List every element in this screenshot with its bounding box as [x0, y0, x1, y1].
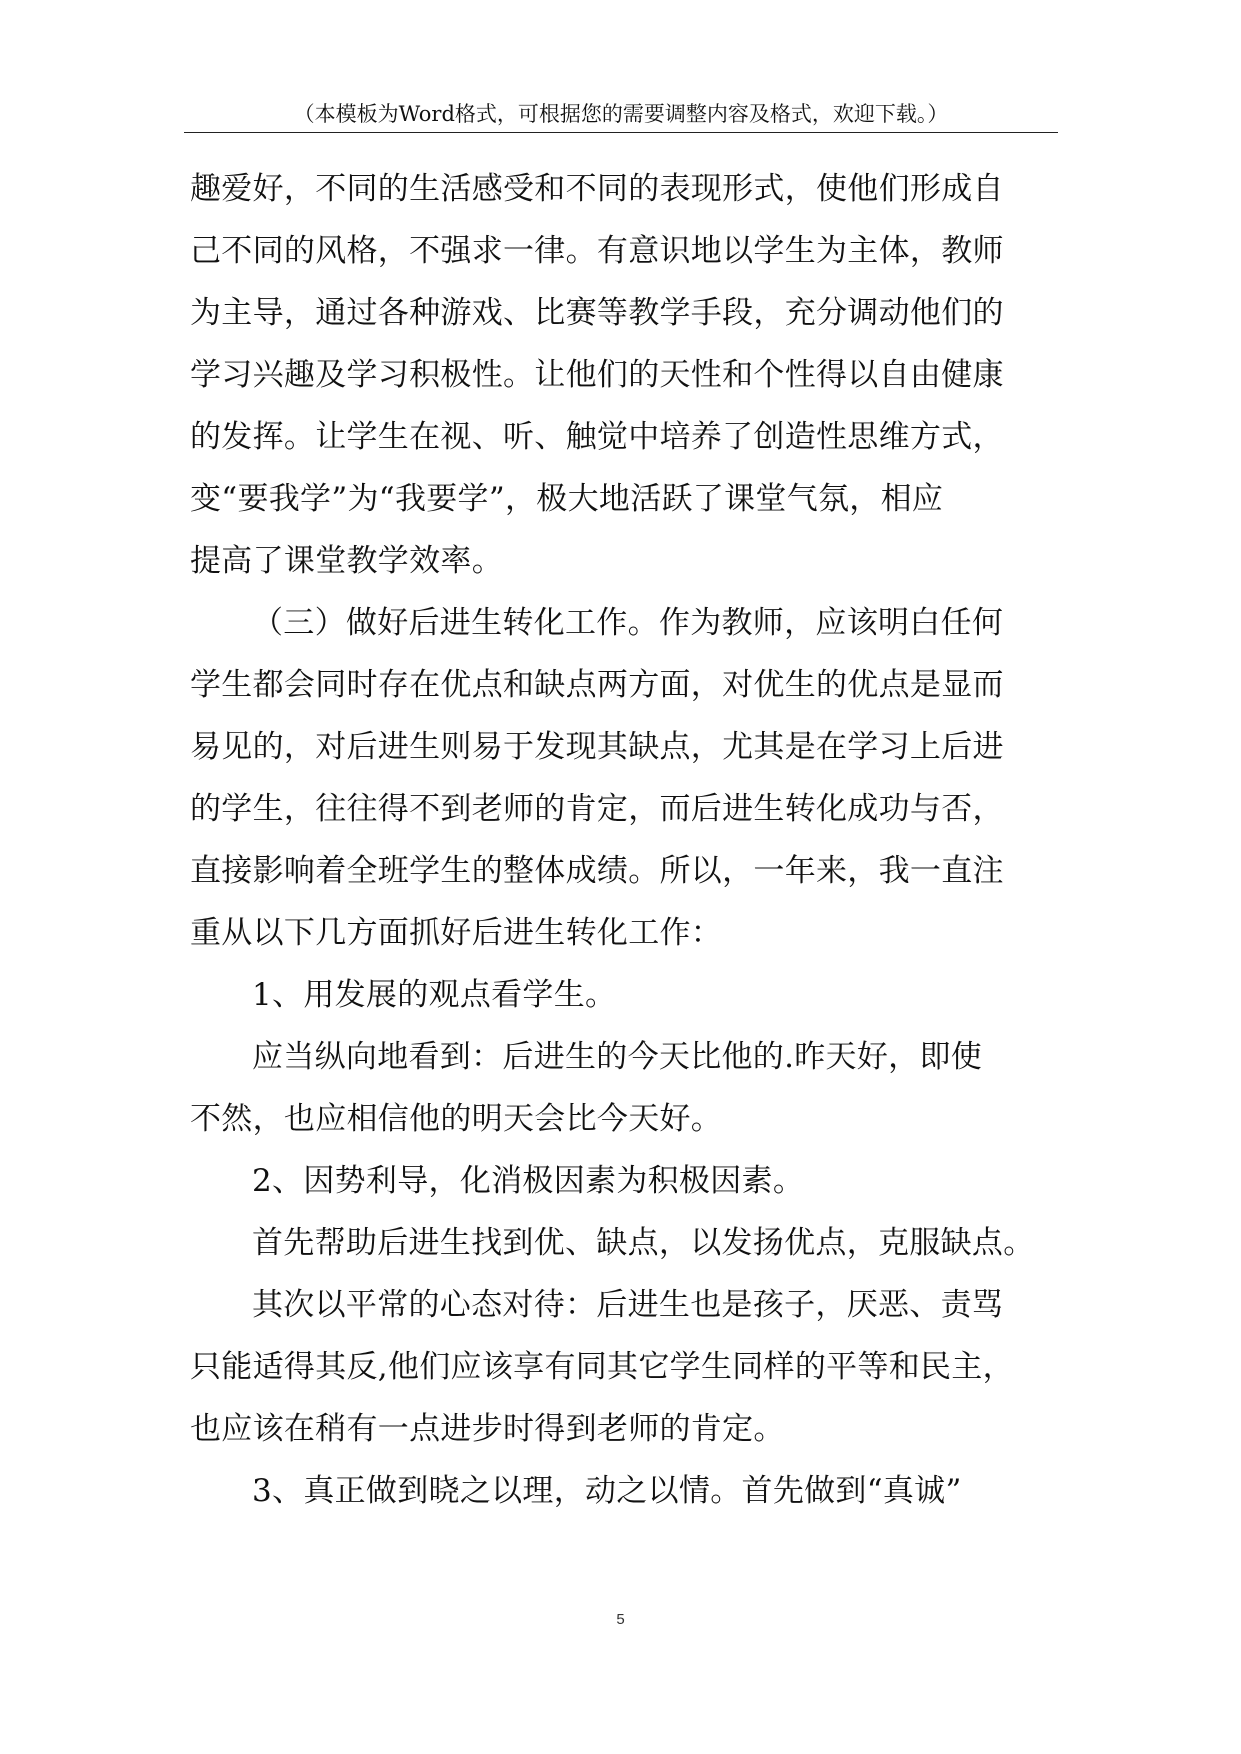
text-line: 提高了课堂教学效率。: [190, 543, 503, 579]
text-line: 学生都会同时存在优点和缺点两方面，对优生的优点是显而: [190, 667, 1004, 703]
text-line: 的学生，往往得不到老师的肯定，而后进生转化成功与否，: [190, 791, 1004, 827]
text-line: 己不同的风格，不强求一律。有意识地以学生为主体，教师: [190, 233, 1004, 269]
body-text: [190, 158, 1055, 1522]
text-line: 3、真正做到晓之以理，动之以情。首先做到“真诚”: [252, 1473, 962, 1509]
text-line: 2、因势利导，化消极因素为积极因素。: [252, 1163, 805, 1199]
text-line: 也应该在稍有一点进步时得到老师的肯定。: [190, 1411, 785, 1447]
text-line: 趣爱好，不同的生活感受和不同的表现形式，使他们形成自: [190, 171, 1004, 207]
text-line: 不然，也应相信他的明天会比今天好。: [190, 1101, 723, 1137]
text-line: 1、用发展的观点看学生。: [252, 977, 617, 1013]
text-line: 的发挥。让学生在视、听、触觉中培养了创造性思维方式，: [190, 419, 1004, 455]
text-line: 为主导，通过各种游戏、比赛等教学手段，充分调动他们的: [190, 295, 1004, 331]
header-divider: [184, 132, 1058, 133]
text-line: 其次以平常的心态对待：后进生也是孩子，厌恶、责骂: [252, 1287, 1004, 1323]
text-line: 易见的，对后进生则易于发现其缺点，尤其是在学习上后进: [190, 729, 1004, 765]
text-line: 只能适得其反,他们应该享有同其它学生同样的平等和民主，: [190, 1349, 1014, 1385]
text-line: 变“要我学”为“我要学”，极大地活跃了课堂气氛，相应: [190, 481, 944, 517]
text-line: 首先帮助后进生找到优、缺点，以发扬优点，克服缺点。: [252, 1225, 1035, 1261]
text-line: （三）做好后进生转化工作。作为教师，应该明白任何: [252, 605, 1004, 641]
text-line: 重从以下几方面抓好后进生转化工作：: [190, 915, 723, 951]
header-note: （本模板为Word格式，可根据您的需要调整内容及格式，欢迎下载。）: [293, 102, 949, 126]
text-line: 应当纵向地看到：后进生的今天比他的.昨天好，即使: [252, 1039, 983, 1075]
text-line: 直接影响着全班学生的整体成绩。所以，一年来，我一直注: [190, 853, 1004, 889]
page-number: 5: [616, 1611, 625, 1628]
text-line: 学习兴趣及学习积极性。让他们的天性和个性得以自由健康: [190, 357, 1004, 393]
